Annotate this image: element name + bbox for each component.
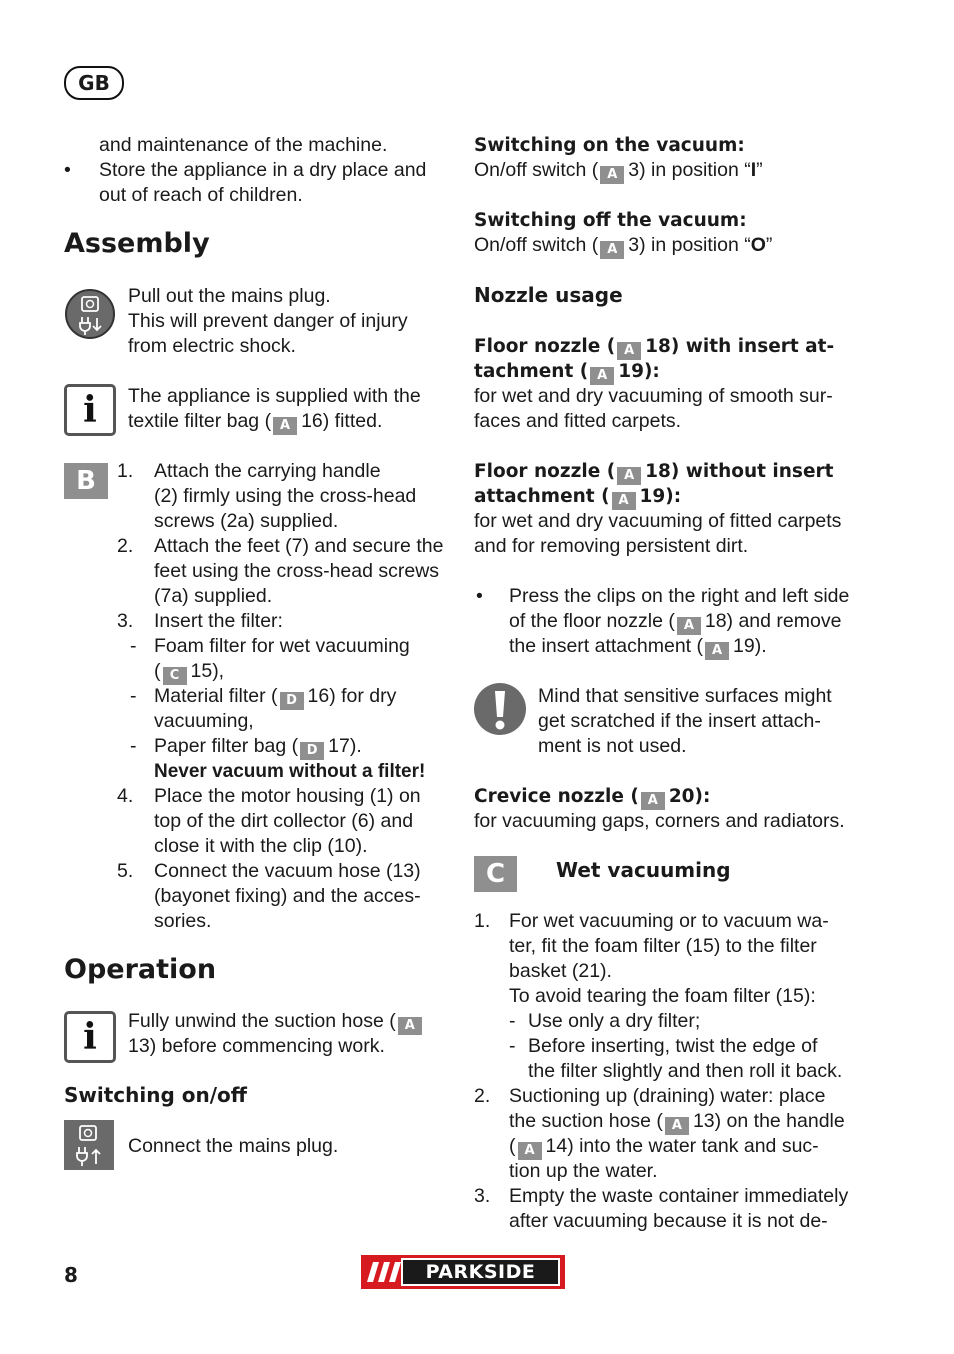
- step-1-line-3: screws (2a) supplied.: [154, 510, 339, 532]
- switch-on-heading: Switching on the vacuum:: [474, 135, 745, 156]
- figure-a-badge: A: [518, 1142, 542, 1160]
- step-4-line-2: top of the dirt collector (6) and: [154, 810, 414, 832]
- step-4-line-3: close it with the clip (10).: [154, 835, 368, 857]
- bullet-icon: •: [476, 585, 483, 607]
- floor-nozzle-noinsert-heading-1: Floor nozzle ( A 18) without insert: [474, 461, 834, 483]
- crevice-nozzle-text: for vacuuming gaps, corners and radiators.: [474, 810, 845, 832]
- figure-a-badge: A: [600, 166, 624, 184]
- caution-exclamation-icon: [474, 683, 526, 735]
- figure-a-badge: A: [600, 241, 624, 259]
- caution-line-1: Mind that sensitive surfaces might: [538, 685, 832, 707]
- dash-marker: -: [130, 635, 137, 657]
- info-line-2: textile filter bag ( A 16) fitted.: [128, 410, 383, 433]
- step-3-line-1: Insert the filter:: [154, 610, 283, 632]
- operation-info-line-2: 13) before commencing work.: [128, 1035, 385, 1057]
- twist-filter-line-1: Before inserting, twist the edge of: [528, 1035, 818, 1057]
- figure-d-badge: D: [300, 742, 324, 760]
- dash-marker: -: [509, 1010, 516, 1032]
- clips-line-2: of the floor nozzle ( A 18) and remove: [509, 610, 842, 633]
- step-number: 1.: [474, 910, 491, 932]
- step-number: 3.: [117, 610, 134, 632]
- dash-marker: -: [130, 685, 137, 707]
- wet-step-3-line-1: Empty the waste container immediately: [509, 1185, 849, 1207]
- foam-filter-line-1: Foam filter for wet vacuuming: [154, 635, 410, 657]
- operation-info-line-1: Fully unwind the suction hose ( A: [128, 1009, 426, 1035]
- figure-a-badge: A: [617, 467, 641, 485]
- dash-marker: -: [130, 735, 137, 757]
- material-filter-line-1: Material filter ( D 16) for dry: [154, 685, 397, 708]
- step-number: 4.: [117, 785, 134, 807]
- page-number: 8: [64, 1263, 78, 1287]
- nozzle-usage-heading: Nozzle usage: [474, 283, 623, 307]
- figure-a-badge: A: [612, 492, 636, 510]
- figure-c-badge: C: [163, 667, 187, 685]
- figure-a-badge: A: [705, 642, 729, 660]
- step-number: 5.: [117, 860, 134, 882]
- floor-nozzle-noinsert-text-2: and for removing persistent dirt.: [474, 535, 749, 557]
- floor-nozzle-noinsert-heading-2: attachment ( A 19):: [474, 486, 682, 508]
- figure-d-badge: D: [280, 692, 304, 710]
- paper-filter-line: Paper filter bag ( D 17).: [154, 735, 362, 758]
- wet-step-2-line-1: Suctioning up (draining) water: place: [509, 1085, 826, 1107]
- switch-off-text: On/off switch ( A 3) in position “O”: [474, 234, 773, 257]
- step-number: 1.: [117, 460, 134, 482]
- wet-step-3-line-2: after vacuuming because it is not de-: [509, 1210, 828, 1232]
- unplug-icon: [64, 288, 116, 340]
- foam-filter-line-2: ( C 15),: [154, 660, 225, 683]
- step-5-line-1: Connect the vacuum hose (13): [154, 860, 421, 882]
- floor-nozzle-insert-heading-1: Floor nozzle ( A 18) with insert at-: [474, 336, 835, 358]
- assembly-heading: Assembly: [64, 228, 210, 259]
- wet-step-1-line-1: For wet vacuuming or to vacuum wa-: [509, 910, 829, 932]
- caution-line-2: get scratched if the insert attach-: [538, 710, 821, 732]
- step-number: 2.: [474, 1085, 491, 1107]
- figure-a-badge: A: [590, 367, 614, 385]
- unplug-line-3: from electric shock.: [128, 335, 296, 357]
- filter-warning: Never vacuum without a filter!: [154, 761, 426, 782]
- info-icon: i: [64, 384, 116, 436]
- crevice-nozzle-heading: Crevice nozzle ( A 20):: [474, 786, 711, 808]
- wet-vacuuming-heading: Wet vacuuming: [556, 858, 731, 882]
- material-filter-line-2: vacuuming,: [154, 710, 254, 732]
- switch-on-text: On/off switch ( A 3) in position “I”: [474, 159, 763, 182]
- switch-off-heading: Switching off the vacuum:: [474, 210, 747, 231]
- wet-step-2-line-3: ( A 14) into the water tank and suc-: [509, 1135, 819, 1158]
- wet-step-1-line-4: To avoid tearing the foam filter (15):: [509, 985, 816, 1007]
- connect-plug-text: Connect the mains plug.: [128, 1135, 339, 1157]
- figure-a-badge: A: [273, 417, 297, 435]
- step-2-line-1: Attach the feet (7) and secure the: [154, 535, 444, 557]
- step-1-line-1: Attach the carrying handle: [154, 460, 381, 482]
- section-c-badge: C: [474, 856, 517, 892]
- step-4-line-1: Place the motor housing (1) on: [154, 785, 421, 807]
- dash-marker: -: [509, 1035, 516, 1057]
- wet-step-2-line-2: the suction hose ( A 13) on the handle: [509, 1110, 845, 1133]
- step-number: 3.: [474, 1185, 491, 1207]
- unplug-line-2: This will prevent danger of injury: [128, 310, 408, 332]
- intro-line-2: Store the appliance in a dry place and: [99, 159, 427, 181]
- info-icon: i: [64, 1011, 116, 1063]
- dry-filter-text: Use only a dry filter;: [528, 1010, 701, 1032]
- intro-line-3: out of reach of children.: [99, 184, 303, 206]
- step-2-line-3: (7a) supplied.: [154, 585, 273, 607]
- parkside-logo: [361, 1255, 565, 1289]
- logo-stripes-icon: [367, 1262, 403, 1282]
- brand-name: PARKSIDE: [403, 1260, 558, 1284]
- figure-a-badge: A: [677, 617, 701, 635]
- info-line-1: The appliance is supplied with the: [128, 385, 421, 407]
- language-badge: GB: [64, 66, 124, 100]
- section-b-badge: B: [64, 463, 108, 499]
- caution-line-3: ment is not used.: [538, 735, 687, 757]
- wet-step-1-line-2: ter, fit the foam filter (15) to the filter: [509, 935, 817, 957]
- figure-a-badge: A: [617, 342, 641, 360]
- figure-a-badge: A: [665, 1117, 689, 1135]
- twist-filter-line-2: the filter slightly and then roll it back.: [528, 1060, 843, 1082]
- step-5-line-3: sories.: [154, 910, 212, 932]
- floor-nozzle-noinsert-text-1: for wet and dry vacuuming of fitted carpets: [474, 510, 842, 532]
- wet-step-2-line-4: tion up the water.: [509, 1160, 658, 1182]
- step-5-line-2: (bayonet fixing) and the acces-: [154, 885, 421, 907]
- clips-line-1: Press the clips on the right and left side: [509, 585, 850, 607]
- intro-line-1: and maintenance of the machine.: [99, 134, 388, 156]
- plug-in-icon: [64, 1120, 114, 1170]
- clips-line-3: the insert attachment ( A 19).: [509, 635, 767, 658]
- operation-heading: Operation: [64, 954, 217, 985]
- unplug-line-1: Pull out the mains plug.: [128, 285, 331, 307]
- floor-nozzle-insert-heading-2: tachment ( A 19):: [474, 361, 660, 383]
- switching-heading: Switching on/off: [64, 1083, 247, 1107]
- step-2-line-2: feet using the cross-head screws: [154, 560, 440, 582]
- figure-a-badge: A: [398, 1017, 422, 1035]
- floor-nozzle-insert-text-2: faces and fitted carpets.: [474, 410, 682, 432]
- step-1-line-2: (2) firmly using the cross-head: [154, 485, 417, 507]
- figure-a-badge: A: [641, 792, 665, 810]
- floor-nozzle-insert-text-1: for wet and dry vacuuming of smooth sur-: [474, 385, 833, 407]
- bullet-icon: •: [64, 159, 71, 181]
- step-number: 2.: [117, 535, 134, 557]
- wet-step-1-line-3: basket (21).: [509, 960, 612, 982]
